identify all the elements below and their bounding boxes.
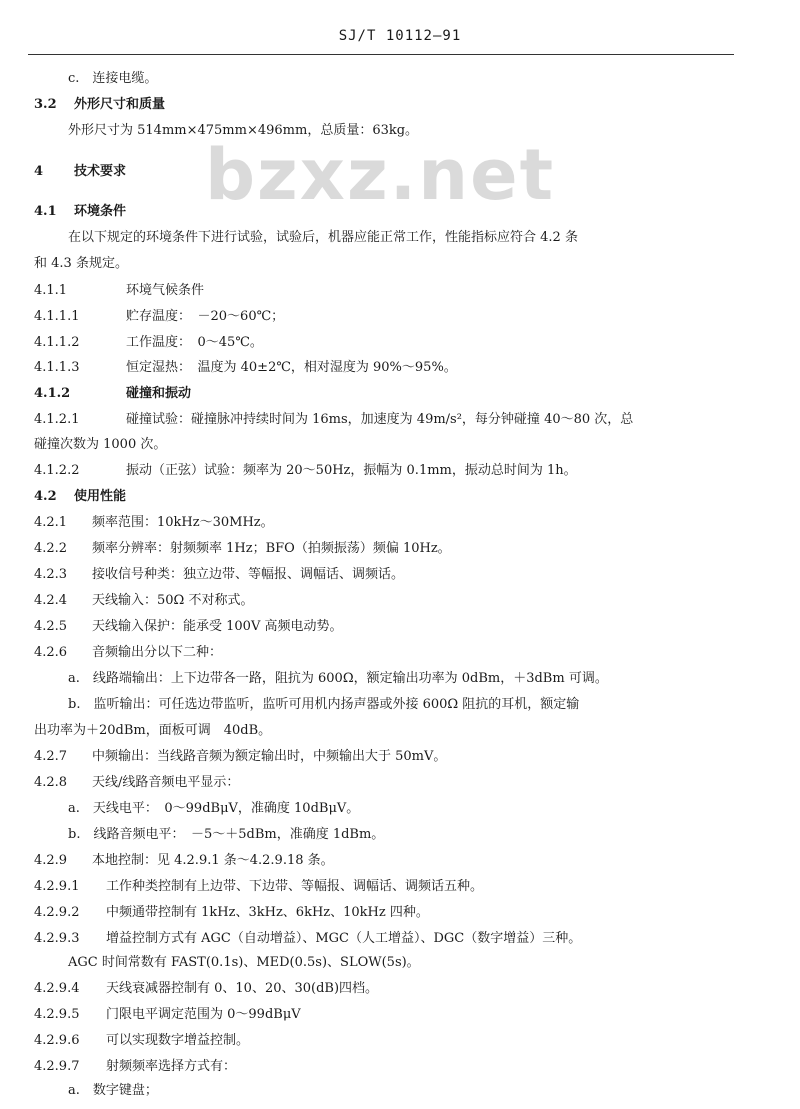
clause: 4.2.9.7 射频频率选择方式有： xyxy=(34,1059,237,1074)
clause: 4.2.7 中频输出：当线路音频为额定输出时，中频输出大于 50mV。 xyxy=(34,749,447,764)
clause: 4.2.9.3 增益控制方式有 AGC（自动增益）、MGC（人工增益）、DGC（数字增益）三种。 xyxy=(34,931,582,946)
clause: 4.2.1 频率范围：10kHz～30MHz。 xyxy=(34,515,274,530)
clause: 4.2.4 天线输入：50Ω 不对称式。 xyxy=(34,593,254,608)
clause: 4.2.9.6 可以实现数字增益控制。 xyxy=(34,1033,250,1048)
clause: 4.1.1.1 贮存温度： －20～60℃； xyxy=(34,309,285,324)
clause: 4.2.9.5 门限电平调定范围为 0～99dBμV xyxy=(34,1007,301,1022)
header-rule xyxy=(28,54,734,55)
clause: 4.2.8 天线/线路音频电平显示： xyxy=(34,775,240,790)
section-heading: 3.2 外形尺寸和质量 xyxy=(34,97,166,112)
clause: 4.1.1.2 工作温度： 0～45℃。 xyxy=(34,335,263,350)
paragraph: 在以下规定的环境条件下进行试验，试验后，机器应能正常工作，性能指标应符合 4.2 条 xyxy=(68,230,578,245)
page-header xyxy=(0,24,800,56)
paragraph: AGC 时间常数有 FAST(0.1s)、MED(0.5s)、SLOW(5s)。 xyxy=(68,955,420,970)
paragraph: 外形尺寸为 514mm×475mm×496mm，总质量：63kg。 xyxy=(68,123,419,138)
list-item: b. 监听输出：可任选边带监听，监听可用机内扬声器或外接 600Ω 阻抗的耳机，额定输 xyxy=(68,697,580,712)
paragraph: 碰撞次数为 1000 次。 xyxy=(34,437,167,452)
list-item: b. 线路音频电平： －5～＋5dBm，准确度 1dBm。 xyxy=(68,827,385,842)
watermark: bzxz.net xyxy=(204,134,556,216)
section-heading: 4 技术要求 xyxy=(34,164,127,179)
clause: 4.2.6 音频输出分以下二种： xyxy=(34,645,223,660)
standard-number: SJ/T 10112—91 xyxy=(338,28,462,44)
clause: 4.2.5 天线输入保护：能承受 100V 高频电动势。 xyxy=(34,619,343,634)
clause: 4.2.2 频率分辨率：射频频率 1Hz；BFO（拍频振荡）频偏 10Hz。 xyxy=(34,541,451,556)
list-item: a. 线路端输出：上下边带各一路，阻抗为 600Ω，额定输出功率为 0dBm，＋3dBm 可调。 xyxy=(68,671,608,686)
section-heading: 4.1 环境条件 xyxy=(34,204,127,219)
list-item: a. 数字键盘； xyxy=(68,1083,158,1098)
clause: 4.2.3 接收信号种类：独立边带、等幅报、调幅话、调频话。 xyxy=(34,567,405,582)
clause: 4.1.2.1 碰撞试验：碰撞脉冲持续时间为 16ms，加速度为 49m/s²，每分钟碰撞 40～80 次，总 xyxy=(34,412,634,427)
clause: 4.2.9.1 工作种类控制有上边带、下边带、等幅报、调幅话、调频话五种。 xyxy=(34,879,484,894)
clause: 4.2.9.2 中频通带控制有 1kHz、3kHz、6kHz、10kHz 四种。 xyxy=(34,905,429,920)
clause: 4.1.2 碰撞和振动 xyxy=(34,386,192,401)
section-heading: 4.2 使用性能 xyxy=(34,489,127,504)
paragraph: 和 4.3 条规定。 xyxy=(34,256,128,271)
clause: 4.1.1.3 恒定湿热： 温度为 40±2℃，相对湿度为 90%～95%。 xyxy=(34,360,457,375)
clause: 4.1.2.2 振动（正弦）试验：频率为 20～50Hz，振幅为 0.1mm，振动总时间为 1h。 xyxy=(34,463,577,478)
list-item: a. 天线电平： 0～99dBμV，准确度 10dBμV。 xyxy=(68,801,360,816)
clause: 4.2.9.4 天线衰减器控制有 0、10、20、30(dB)四档。 xyxy=(34,981,379,996)
clause: 4.1.1 环境气候条件 xyxy=(34,283,205,298)
paragraph: 出功率为＋20dBm，面板可调 40dB。 xyxy=(34,723,272,738)
list-item: c. 连接电缆。 xyxy=(68,71,158,86)
clause: 4.2.9 本地控制：见 4.2.9.1 条～4.2.9.18 条。 xyxy=(34,853,334,868)
